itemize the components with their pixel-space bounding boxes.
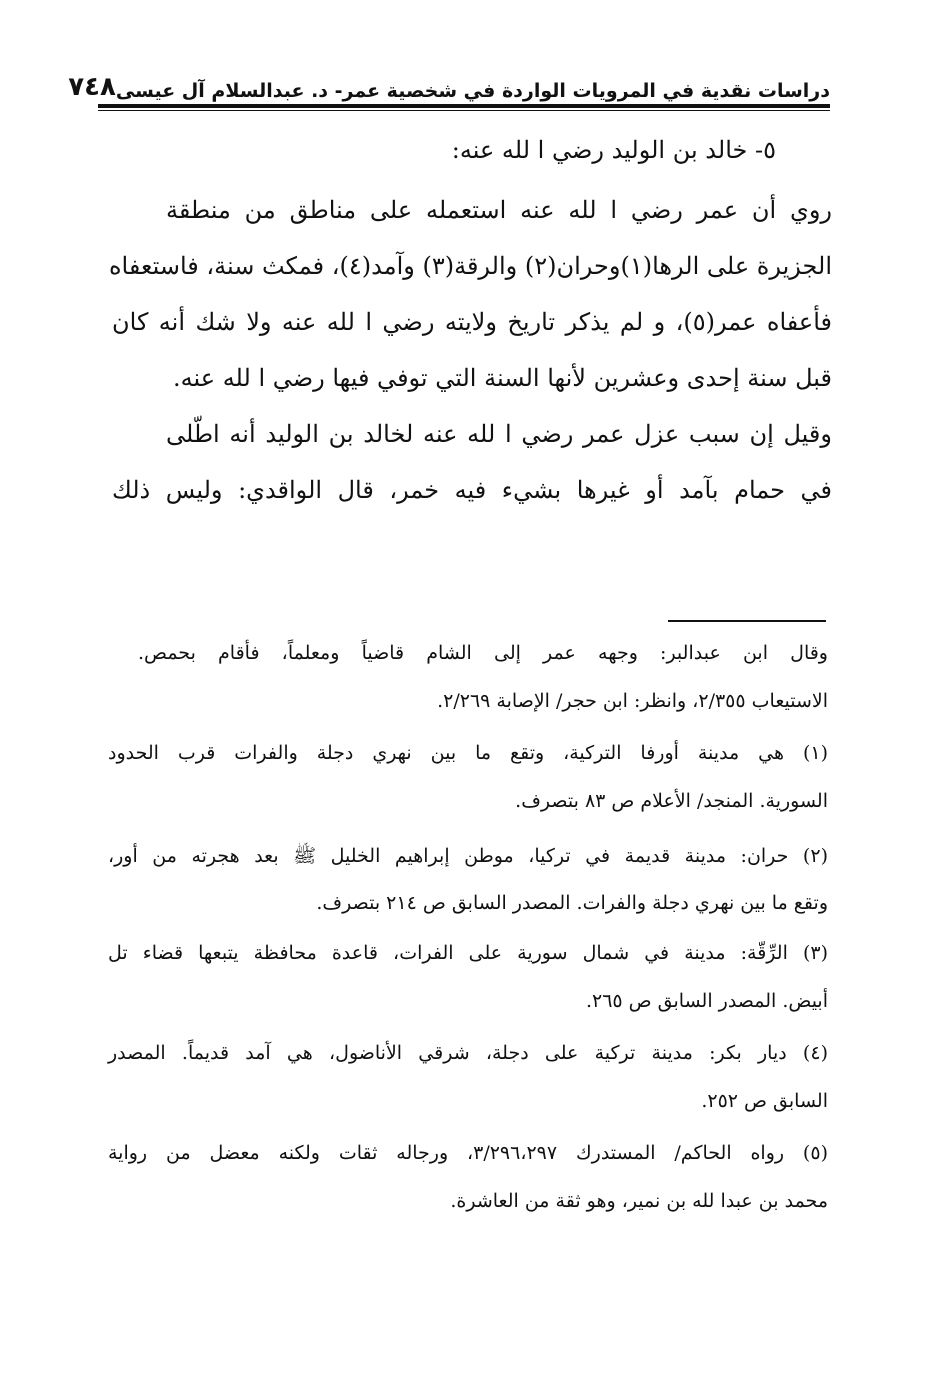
paragraph-1-line-3: فأعفاه عمر(٥)، و لم يذكر تاريخ ولايته رضي ا لله عنه ولا شك أنه كان	[112, 308, 833, 336]
footnote-cont-line-2: الاستيعاب ٢/٣٥٥، وانظر: ابن حجر/ الإصابة ٢/٢٦٩.	[437, 690, 828, 712]
paragraph-1-line-2: الجزيرة على الرها(١)وحران(٢) والرقة(٣) وآمد(٤)، فمكث سنة، فاستعفاه	[108, 252, 832, 280]
paragraph-2-line-2: في حمام بآمد أو غيرها بشيء فيه خمر، قال الواقدي: وليس ذلك	[112, 476, 832, 504]
footnote-cont-line-1: وقال ابن عبدالبر: وجهه عمر إلى الشام قاضياً ومعلماً، فأقام بحمص.	[138, 642, 828, 664]
paragraph-2-line-1: وقيل إن سبب عزل عمر رضي ا لله عنه لخالد بن الوليد أنه اطّلى	[166, 420, 832, 448]
footnote-3-line-1: (٣) الرِّقّة: مدينة في شمال سورية على الفرات، قاعدة محافظة يتبعها قضاء تل	[108, 942, 828, 964]
header-title: دراسات نقدية في المرويات الواردة في شخصية عمر- د. عبدالسلام آل عيسى	[115, 80, 830, 102]
footnote-1-line-1: (١) هي مدينة أورفا التركية، وتقع ما بين نهري دجلة والفرات قرب الحدود	[108, 742, 828, 764]
paragraph-1-line-4: قبل سنة إحدى وعشرين لأنها السنة التي توفي فيها رضي ا لله عنه.	[173, 364, 832, 392]
footnote-5-line-1: (٥) رواه الحاكم/ المستدرك ٣/٢٩٦،٢٩٧، ورجاله ثقات ولكنه معضل من رواية	[108, 1142, 828, 1164]
header-rule	[98, 104, 830, 108]
footnote-4-line-1: (٤) ديار بكر: مدينة تركية على دجلة، شرقي الأناضول، هي آمد قديماً. المصدر	[108, 1042, 828, 1064]
section-heading: ٥- خالد بن الوليد رضي ا لله عنه:	[451, 136, 776, 164]
paragraph-1-line-1: روي أن عمر رضي ا لله عنه استعمله على مناطق من منطقة	[166, 196, 832, 224]
footnote-4-line-2: السابق ص ٢٥٢.	[701, 1090, 828, 1112]
footnote-3-line-2: أبيض. المصدر السابق ص ٢٦٥.	[585, 990, 828, 1012]
footnote-5-line-2: محمد بن عبدا لله بن نمير، وهو ثقة من العاشرة.	[450, 1190, 828, 1212]
footnote-2-line-2: وتقع ما بين نهري دجلة والفرات. المصدر السابق ص ٢١٤ بتصرف.	[316, 892, 828, 914]
footnote-separator	[668, 620, 826, 622]
header-rule-thin	[98, 110, 830, 111]
page-number: ٧٤٨	[68, 72, 116, 102]
footnote-1-line-2: السورية. المنجد/ الأعلام ص ٨٣ بتصرف.	[515, 790, 828, 812]
running-header	[68, 68, 830, 102]
footnote-2-line-1: (٢) حران: مدينة قديمة في تركيا، موطن إبراهيم الخليل ﷺ بعد هجرته من أور،	[108, 845, 828, 867]
